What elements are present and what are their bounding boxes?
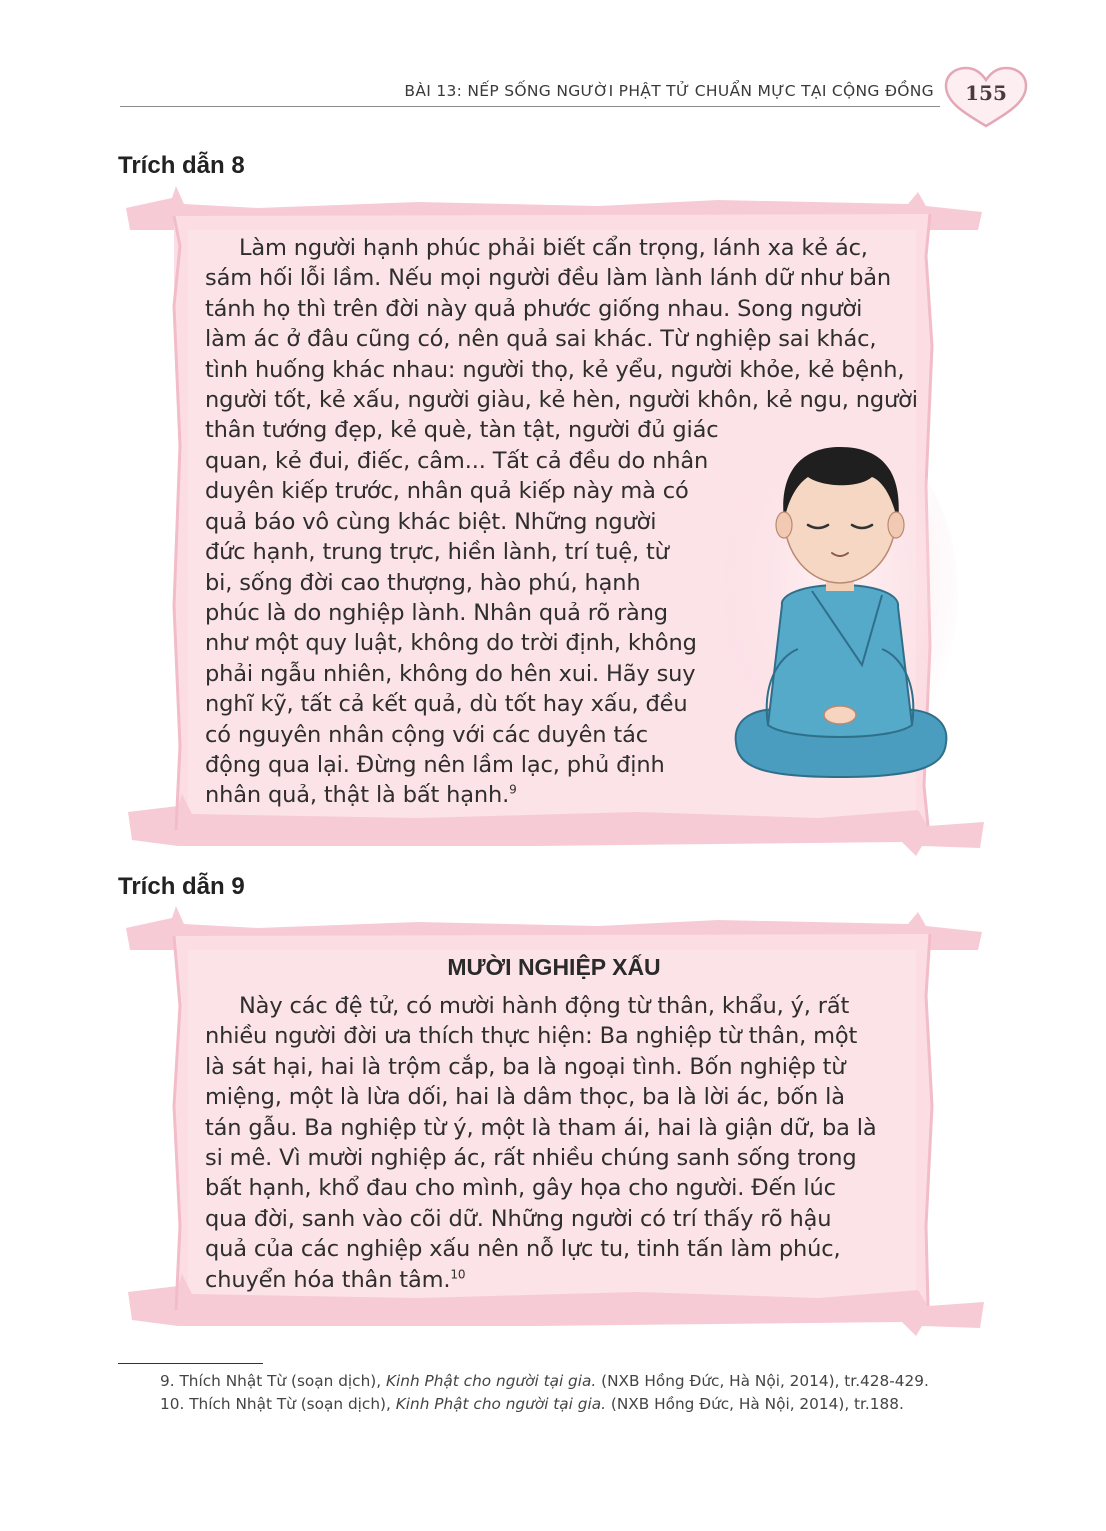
text-line: thân tướng đẹp, kẻ què, tàn tật, người đủ giác: [205, 417, 719, 444]
quote9-title: MƯỜI NGHIỆP XẤU: [447, 954, 661, 980]
text-line: Làm người hạnh phúc phải biết cẩn trọng, lánh xa kẻ ác,: [239, 235, 868, 261]
text-line: duyên kiếp trước, nhân quả kiếp này mà có: [205, 478, 689, 505]
text-line: sám hối lỗi lầm. Nếu mọi người đều làm lành lánh dữ như bản: [205, 265, 892, 292]
quote8-heading: Trích dẫn 8: [118, 152, 245, 179]
text-line: nghĩ kỹ, tất cả kết quả, dù tốt hay xấu, đều: [205, 691, 688, 718]
text-line: qua đời, sanh vào cõi dữ. Những người có trí thấy rõ hậu: [205, 1205, 832, 1232]
text-line: người tốt, kẻ xấu, người giàu, kẻ hèn, người khôn, kẻ ngu, người: [205, 387, 918, 414]
text-line: phải ngẫu nhiên, không do hên xui. Hãy suy: [205, 660, 696, 687]
footnote-book-title: Kinh Phật cho người tại gia.: [385, 1372, 597, 1390]
text-line: có nguyên nhân cộng với các duyên tác: [205, 721, 648, 748]
quote9-text: [205, 991, 930, 1295]
footnote-ref: 10: [450, 1267, 466, 1282]
text-line: tình huống khác nhau: người thọ, kẻ yểu, người khỏe, kẻ bệnh,: [205, 356, 905, 383]
footnote-ref: 9: [509, 782, 517, 797]
text-line: Này các đệ tử, có mười hành động từ thân, khẩu, ý, rất: [239, 993, 850, 1019]
text-line: quả báo vô cùng khác biệt. Những người: [205, 508, 657, 535]
text-line: quan, kẻ đui, điếc, câm... Tất cả đều do nhân: [205, 448, 709, 474]
meditating-monk-illustration: [722, 425, 958, 795]
header-rule: [120, 106, 940, 107]
text-line: miệng, một là lừa dối, hai là dâm thọc, ba là lời ác, bốn là: [205, 1084, 845, 1111]
text-line: tánh họ thì trên đời này quả phước giống nhau. Song người: [205, 295, 863, 322]
quote8-text-narrow: [205, 446, 725, 811]
footnotes: [118, 1370, 990, 1415]
footnote-text: 9. Thích Nhật Từ (soạn dịch),: [160, 1372, 386, 1390]
footnote-text: (NXB Hồng Đức, Hà Nội, 2014), tr.188.: [605, 1394, 904, 1413]
text-line: [205, 780, 725, 810]
footnote-text: (NXB Hồng Đức, Hà Nội, 2014), tr.428-429.: [596, 1372, 929, 1390]
footnote-10: [118, 1393, 990, 1416]
header-title: BÀI 13: NẾP SỐNG NGƯỜI PHẬT TỬ CHUẨN MỰC TẠI CỘNG ĐỒNG: [404, 82, 934, 100]
page-header: [0, 62, 1106, 132]
quote8-text-full: [205, 233, 930, 446]
text-line: như một quy luật, không do trời định, không: [205, 630, 697, 657]
footnote-9: [118, 1370, 990, 1393]
footnote-rule: [118, 1363, 263, 1364]
text-line: tán gẫu. Ba nghiệp từ ý, một là tham ái, hai là giận dữ, ba là: [205, 1114, 877, 1141]
footnote-text: 10. Thích Nhật Từ (soạn dịch),: [160, 1394, 396, 1413]
text-line: nhiều người đời ưa thích thực hiện: Ba nghiệp từ thân, một: [205, 1023, 858, 1050]
text-line: là sát hại, hai là trộm cắp, ba là ngoại tình. Bốn nghiệp từ: [205, 1053, 846, 1080]
last-line-text: chuyển hóa thân tâm.: [205, 1266, 451, 1293]
text-line: bi, sống đời cao thượng, hào phú, hạnh: [205, 569, 641, 596]
last-line-text: nhân quả, thật là bất hạnh.: [205, 782, 510, 809]
text-line: si mê. Vì mười nghiệp ác, rất nhiều chúng sanh sống trong: [205, 1145, 857, 1172]
text-line: bất hạnh, khổ đau cho mình, gây họa cho người. Đến lúc: [205, 1175, 836, 1202]
text-line: quả của các nghiệp xấu nên nỗ lực tu, tinh tấn làm phúc,: [205, 1236, 841, 1263]
quote9-heading: Trích dẫn 9: [118, 873, 245, 900]
text-line: đức hạnh, trung trực, hiền lành, trí tuệ, từ: [205, 539, 669, 566]
text-line: [205, 1265, 930, 1295]
text-line: động qua lại. Đừng nên lầm lạc, phủ định: [205, 752, 665, 779]
page-number: 155: [965, 81, 1007, 105]
text-line: phúc là do nghiệp lành. Nhân quả rõ ràng: [205, 600, 668, 627]
text-line: làm ác ở đâu cũng có, nên quả sai khác. Từ nghiệp sai khác,: [205, 326, 877, 353]
footnote-book-title: Kinh Phật cho người tại gia.: [395, 1394, 606, 1413]
